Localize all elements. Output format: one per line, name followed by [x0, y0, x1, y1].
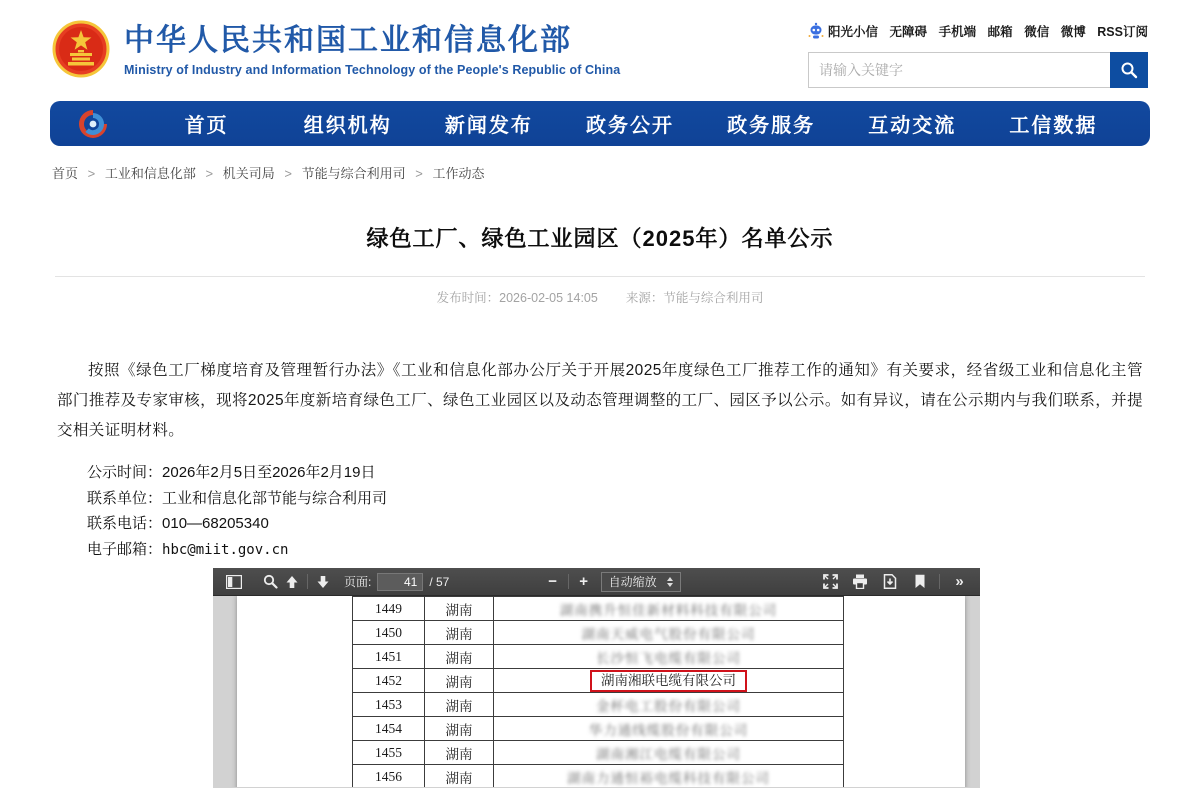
cell-province: 湖南	[425, 669, 494, 693]
pdf-viewer	[213, 568, 980, 788]
page-title: 绿色工厂、绿色工业园区（2025年）名单公示	[366, 226, 834, 251]
more-tools-button[interactable]: »	[955, 573, 963, 590]
table-row	[353, 597, 844, 621]
download-icon	[883, 574, 897, 589]
nav-item-organization[interactable]: 组织机构	[303, 115, 392, 137]
nav-item-interaction[interactable]: 互动交流	[868, 115, 957, 137]
pdf-toolbar	[213, 568, 980, 596]
presentation-mode-button[interactable]	[819, 571, 841, 593]
breadcrumb-separator: >	[284, 166, 292, 181]
breadcrumb-departments[interactable]: 机关司局	[222, 166, 275, 181]
utility-link-mobile[interactable]: 手机端	[938, 25, 977, 39]
cell-province: 湖南	[425, 741, 494, 765]
site-search	[808, 52, 1148, 88]
search-button[interactable]	[1110, 52, 1148, 88]
publish-time-label: 发布时间：	[436, 291, 500, 305]
brand-text	[124, 22, 620, 77]
breadcrumb-energy-dept[interactable]: 节能与综合利用司	[301, 166, 406, 181]
download-button[interactable]	[879, 571, 901, 593]
table-row	[353, 645, 844, 669]
search-icon	[1120, 61, 1138, 79]
presentation-mode-icon	[823, 574, 838, 589]
breadcrumb-work-updates[interactable]: 工作动态	[432, 166, 485, 181]
title-divider	[55, 276, 1145, 277]
cell-company	[494, 741, 844, 765]
utility-link-label[interactable]: 阳光小信	[828, 25, 879, 39]
table-row	[353, 717, 844, 741]
find-icon	[263, 574, 278, 589]
publish-time-value: 2026-02-05 14:05	[499, 291, 598, 305]
company-name: 湖南天威电气股份有限公司	[581, 626, 756, 642]
cell-province: 湖南	[425, 717, 494, 741]
zoom-out-button[interactable]: −	[548, 573, 557, 590]
cell-company	[494, 669, 844, 693]
page-total: / 57	[429, 574, 450, 589]
pdf-canvas-area[interactable]	[213, 596, 980, 787]
breadcrumb-separator: >	[87, 166, 96, 181]
page-number-input[interactable]	[377, 573, 423, 591]
breadcrumb-home[interactable]: 首页	[52, 166, 79, 181]
utility-link-rss[interactable]: RSS订阅	[1097, 25, 1148, 39]
nav-item-gov-disclosure[interactable]: 政务公开	[585, 115, 674, 137]
cell-company	[494, 597, 844, 621]
print-button[interactable]	[849, 571, 871, 593]
find-button[interactable]	[259, 571, 281, 593]
header-right	[808, 20, 1148, 88]
cell-province: 湖南	[425, 693, 494, 717]
company-name: 金杯电工股份有限公司	[596, 698, 741, 714]
company-name: 湖南力通恒裕电缆科技有限公司	[567, 770, 770, 786]
bookmark-button[interactable]	[909, 571, 931, 593]
cell-serial-number: 1453	[353, 693, 425, 717]
page-down-icon	[316, 575, 330, 589]
table-row	[353, 621, 844, 645]
cell-serial-number: 1455	[353, 741, 425, 765]
breadcrumb-miit[interactable]: 工业和信息化部	[104, 166, 196, 181]
zoom-select-value: 自动缩放	[608, 575, 657, 589]
email-value: hbc@miit.gov.cn	[162, 541, 289, 558]
select-arrows-icon	[667, 577, 673, 587]
cell-province: 湖南	[425, 597, 494, 621]
page-number-label: 页面:	[344, 575, 372, 589]
cell-company	[494, 765, 844, 788]
site-title: 中华人民共和国工业和信息化部	[124, 24, 572, 57]
breadcrumb-separator: >	[205, 166, 214, 181]
main-nav	[50, 101, 1150, 146]
national-emblem-icon	[52, 20, 110, 78]
cell-serial-number: 1449	[353, 597, 425, 621]
company-name: 华力通线缆股份有限公司	[588, 722, 749, 738]
pdf-table	[352, 596, 844, 787]
print-icon	[852, 574, 868, 589]
contact-line-period: 公示时间：2026年2月5日至2026年2月19日	[87, 464, 376, 481]
site-header	[0, 0, 1200, 88]
breadcrumb	[52, 163, 1200, 182]
contact-line-phone: 联系电话：010—68205340	[87, 515, 269, 532]
cell-company	[494, 693, 844, 717]
utility-link-accessibility[interactable]: 无障碍	[889, 25, 928, 39]
contact-line-unit: 联系单位：工业和信息化部节能与综合利用司	[87, 489, 388, 507]
source-value: 节能与综合利用司	[663, 291, 764, 305]
article-paragraph: 按照《绿色工厂梯度培育及管理暂行办法》《工业和信息化部办公厅关于开展2025年度绿色工厂推荐工作的通知》有关要求，经省级工业和信息化主管部门推荐及专家审核，现将2025年度新培育绿色工厂、绿色工业园区以及动态管理调整的工厂、园区予以公示。如有异议，请在公示期内与我们联系，并提交相关证明材料。	[57, 362, 1143, 439]
search-input[interactable]	[808, 52, 1110, 88]
article-meta	[0, 288, 1200, 306]
cell-province: 湖南	[425, 765, 494, 788]
cell-company	[494, 645, 844, 669]
table-row	[353, 669, 844, 693]
company-name-highlighted: 湖南湘联电缆有限公司	[590, 670, 747, 692]
company-name: 湖南湘江电缆有限公司	[596, 746, 741, 762]
table-row	[353, 741, 844, 765]
table-row	[353, 693, 844, 717]
bookmark-icon	[914, 574, 926, 589]
pdf-page	[237, 596, 965, 787]
nav-item-gov-services[interactable]: 政务服务	[727, 115, 816, 137]
cell-company	[494, 717, 844, 741]
sidebar-toggle-button[interactable]	[223, 571, 245, 593]
cell-province: 湖南	[425, 621, 494, 645]
table-row	[353, 765, 844, 788]
breadcrumb-separator: >	[415, 166, 423, 181]
nav-item-home[interactable]: 首页	[184, 115, 229, 137]
cell-province: 湖南	[425, 645, 494, 669]
pdf-table-body	[353, 597, 844, 788]
miit-logo-icon	[76, 107, 110, 141]
page-up-icon	[285, 575, 299, 589]
contact-line-email: 电子邮箱：hbc@miit.gov.cn	[87, 540, 289, 558]
page-down-button[interactable]	[312, 571, 334, 593]
site-brand	[52, 20, 620, 88]
utility-link-weibo[interactable]: 微博	[1060, 25, 1086, 39]
sidebar-toggle-icon	[226, 575, 242, 589]
utility-links	[808, 22, 1148, 40]
source-label: 来源：	[625, 291, 664, 305]
company-name: 长沙恒飞电缆有限公司	[596, 650, 741, 666]
cell-serial-number: 1450	[353, 621, 425, 645]
zoom-in-button[interactable]: +	[579, 573, 588, 590]
utility-link-yangguangxiaoxin[interactable]	[808, 22, 878, 40]
cell-serial-number: 1452	[353, 669, 425, 693]
cell-company	[494, 621, 844, 645]
mascot-robot-icon	[808, 22, 824, 40]
site-subtitle: Ministry of Industry and Information Technology of the People's Republic of China	[124, 62, 621, 77]
cell-serial-number: 1454	[353, 717, 425, 741]
page-up-button[interactable]	[281, 571, 303, 593]
zoom-select[interactable]	[601, 572, 681, 592]
nav-item-data[interactable]: 工信数据	[1009, 115, 1098, 137]
cell-serial-number: 1456	[353, 765, 425, 788]
nav-item-news[interactable]: 新闻发布	[444, 115, 533, 137]
utility-link-mail[interactable]: 邮箱	[987, 25, 1013, 39]
contact-block	[57, 460, 1143, 563]
cell-serial-number: 1451	[353, 645, 425, 669]
company-name: 湖南携升恒佳新材料科技有限公司	[559, 602, 778, 618]
utility-link-wechat[interactable]: 微信	[1024, 25, 1050, 39]
